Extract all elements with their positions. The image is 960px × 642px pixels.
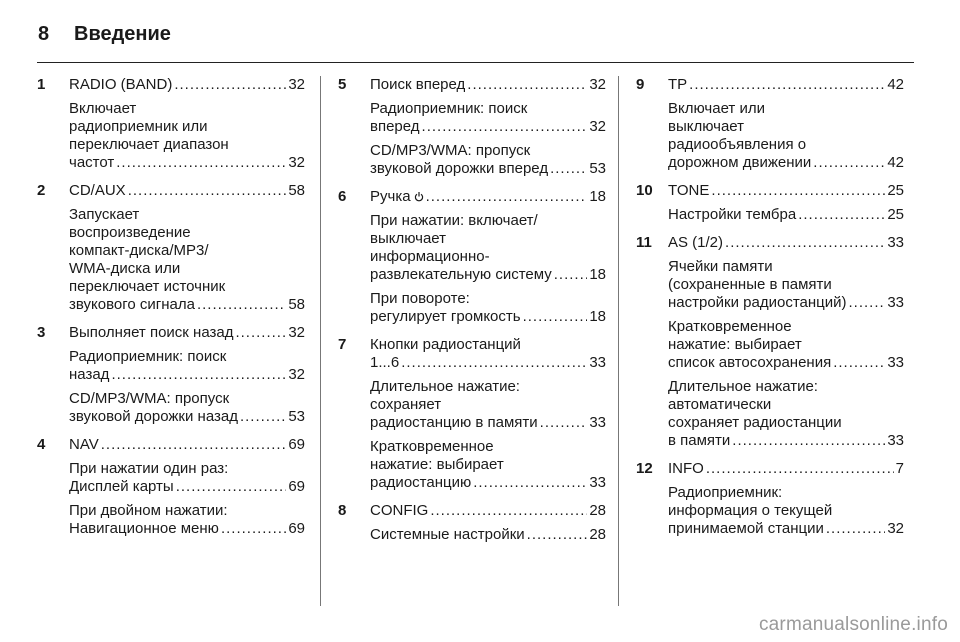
entry-description	[370, 526, 606, 544]
entry-description	[69, 206, 305, 314]
entry-description	[69, 502, 305, 538]
index-line	[69, 520, 305, 538]
description-line: переключает источник	[69, 278, 226, 295]
description-line: радиоприемник или	[69, 118, 208, 135]
index-line	[370, 308, 606, 326]
leader-dots	[197, 296, 286, 314]
description-line: Включает	[69, 100, 137, 117]
index-line	[370, 118, 606, 136]
index-line	[668, 460, 904, 478]
entry-title: Кнопки радиостанций	[370, 336, 521, 353]
description-line: радиообъявления о	[668, 136, 807, 153]
entry-number: 7	[338, 336, 347, 353]
column-2	[338, 76, 606, 554]
leader-dots	[550, 160, 587, 178]
index-entry	[37, 436, 305, 538]
index-entry	[338, 188, 606, 326]
entry-description	[668, 206, 904, 224]
line-text: звуковой дорожки назад	[69, 408, 238, 425]
index-line	[370, 502, 606, 520]
power-knob-icon	[414, 191, 424, 201]
leader-dots	[527, 526, 588, 544]
line-text: дорожном движении	[668, 154, 812, 171]
leader-dots	[554, 266, 588, 284]
leader-dots	[798, 206, 885, 224]
leader-dots	[422, 118, 588, 136]
page-ref: 32	[288, 154, 305, 171]
line-text: звукового сигнала	[69, 296, 195, 313]
leader-dots	[426, 188, 588, 206]
page-ref: 53	[589, 160, 606, 177]
index-line	[69, 76, 305, 94]
page-ref: 33	[887, 432, 904, 449]
description-line: При нажатии один раз:	[69, 460, 229, 477]
entry-description	[668, 258, 904, 312]
description-line: переключает диапазон	[69, 136, 229, 153]
index-line	[668, 432, 904, 450]
page-ref: 69	[288, 520, 305, 537]
line-text: Навигационное меню	[69, 520, 219, 537]
entry-number: 9	[636, 76, 645, 93]
entry-number: 1	[37, 76, 46, 93]
leader-dots	[240, 408, 286, 426]
description-line: компакт-диска/MP3/	[69, 242, 209, 259]
leader-dots	[430, 502, 587, 520]
column-divider	[618, 76, 619, 606]
page-ref: 25	[887, 206, 904, 223]
description-line: Радиоприемник: поиск	[69, 348, 227, 365]
description-line: выключает	[370, 230, 447, 247]
line-text: радиостанцию в памяти	[370, 414, 538, 431]
page-ref: 32	[589, 118, 606, 135]
line-text: в памяти	[668, 432, 731, 449]
entry-number: 3	[37, 324, 46, 341]
index-entry	[636, 460, 904, 538]
index-line	[69, 478, 305, 496]
entry-number: 8	[338, 502, 347, 519]
leader-dots	[833, 354, 885, 372]
index-line	[370, 160, 606, 178]
description-line: При повороте:	[370, 290, 470, 307]
entry-number: 6	[338, 188, 347, 205]
line-text: назад	[69, 366, 110, 383]
entry-description	[69, 390, 305, 426]
entry-description	[370, 378, 606, 432]
leader-dots	[176, 478, 287, 496]
index-entry	[338, 76, 606, 178]
line-text: NAV	[69, 436, 99, 453]
description-line: При нажатии: включает/	[370, 212, 538, 229]
description-line: CD/MP3/WMA: пропуск	[370, 142, 531, 159]
line-text: Выполняет поиск назад	[69, 324, 234, 341]
line-text: вперед	[370, 118, 420, 135]
entry-description	[69, 100, 305, 172]
line-text: Дисплей карты	[69, 478, 174, 495]
index-line	[668, 520, 904, 538]
line-text: 1...6	[370, 354, 400, 371]
index-line	[370, 354, 606, 372]
line-text: TP	[668, 76, 688, 93]
leader-dots	[706, 460, 894, 478]
page-ref: 33	[887, 294, 904, 311]
leader-dots	[473, 474, 587, 492]
index-line	[370, 526, 606, 544]
entry-description	[69, 460, 305, 496]
page-ref: 7	[895, 460, 904, 477]
index-line	[668, 182, 904, 200]
index-line	[370, 414, 606, 432]
description-line: Длительное нажатие:	[668, 378, 818, 395]
page-title: Введение	[74, 22, 171, 45]
watermark: carmanualsonline.info	[758, 614, 948, 635]
line-text: TONE	[668, 182, 710, 199]
entry-number: 4	[37, 436, 46, 453]
index-entry	[338, 502, 606, 544]
index-line	[69, 182, 305, 200]
line-text: CONFIG	[370, 502, 429, 519]
description-line: При двойном нажатии:	[69, 502, 228, 519]
description-line: WMA-диска или	[69, 260, 181, 277]
index-line	[668, 234, 904, 252]
line-text: Системные настройки	[370, 526, 525, 543]
leader-dots	[849, 294, 886, 312]
page-ref: 33	[589, 474, 606, 491]
entry-description	[668, 100, 904, 172]
page-ref: 32	[288, 324, 305, 341]
description-line: CD/MP3/WMA: пропуск	[69, 390, 230, 407]
line-text: Поиск вперед	[370, 76, 466, 93]
leader-dots	[128, 182, 287, 200]
description-line: сохраняет радиостанции	[668, 414, 842, 431]
index-entry	[37, 182, 305, 314]
line-text: радиостанцию	[370, 474, 472, 491]
line-text: развлекательную систему	[370, 266, 552, 283]
leader-dots	[689, 76, 885, 94]
page-ref: 32	[589, 76, 606, 93]
page-ref: 53	[288, 408, 305, 425]
description-line: Кратковременное	[668, 318, 792, 335]
entry-number: 2	[37, 182, 46, 199]
index-line	[370, 266, 606, 284]
line-text: Настройки тембра	[668, 206, 797, 223]
leader-dots	[235, 324, 286, 342]
page-ref: 33	[589, 354, 606, 371]
page-ref: 18	[589, 188, 606, 205]
entry-description	[370, 290, 606, 326]
page-ref: 42	[887, 154, 904, 171]
leader-dots	[540, 414, 588, 432]
description-line: Запускает	[69, 206, 140, 223]
page-ref: 58	[288, 182, 305, 199]
page-ref: 42	[887, 76, 904, 93]
page-number: 8	[38, 22, 50, 45]
line-text: AS (1/2)	[668, 234, 724, 251]
leader-dots	[101, 436, 287, 454]
page-ref: 69	[288, 436, 305, 453]
column-1	[37, 76, 305, 548]
page-ref: 32	[288, 76, 305, 93]
page-ref: 28	[589, 502, 606, 519]
description-line: выключает	[668, 118, 745, 135]
line-text: регулирует громкость	[370, 308, 521, 325]
leader-dots	[813, 154, 885, 172]
description-line: нажатие: выбирает	[370, 456, 504, 473]
line-text: частот	[69, 154, 115, 171]
description-line: Включает или	[668, 100, 765, 117]
index-entry	[636, 182, 904, 224]
index-line	[69, 408, 305, 426]
leader-dots	[826, 520, 885, 538]
index-line	[69, 324, 305, 342]
entry-description	[370, 142, 606, 178]
index-line	[668, 76, 904, 94]
index-line	[668, 206, 904, 224]
leader-dots	[111, 366, 286, 384]
index-line	[370, 188, 606, 206]
description-line: (сохраненные в памяти	[668, 276, 832, 293]
index-line	[69, 296, 305, 314]
line-text: RADIO (BAND)	[69, 76, 173, 93]
page-ref: 18	[589, 308, 606, 325]
line-text: принимаемой станции	[668, 520, 824, 537]
index-entry	[636, 76, 904, 172]
entry-description	[668, 484, 904, 538]
index-line	[668, 354, 904, 372]
index-line	[370, 474, 606, 492]
leader-dots	[523, 308, 588, 326]
description-line: информационно-	[370, 248, 490, 265]
description-line: сохраняет	[370, 396, 442, 413]
index-line	[370, 76, 606, 94]
leader-dots	[725, 234, 885, 252]
page-ref: 25	[887, 182, 904, 199]
line-text: CD/AUX	[69, 182, 126, 199]
page-ref: 33	[589, 414, 606, 431]
index-line	[69, 366, 305, 384]
description-line: Радиоприемник:	[668, 484, 783, 501]
entry-description	[370, 438, 606, 492]
page-ref: 58	[288, 296, 305, 313]
entry-number: 5	[338, 76, 347, 93]
description-line: Длительное нажатие:	[370, 378, 520, 395]
entry-description	[370, 100, 606, 136]
entry-number: 11	[636, 234, 652, 251]
description-line: Радиоприемник: поиск	[370, 100, 528, 117]
entry-number: 12	[636, 460, 653, 477]
leader-dots	[221, 520, 286, 538]
page-ref: 33	[887, 354, 904, 371]
page-ref: 33	[887, 234, 904, 251]
page-header	[38, 20, 171, 48]
entry-description	[668, 378, 904, 450]
description-line: Кратковременное	[370, 438, 494, 455]
page-ref: 32	[288, 366, 305, 383]
index-line	[69, 154, 305, 172]
leader-dots	[116, 154, 286, 172]
page-ref: 69	[288, 478, 305, 495]
index-entry	[636, 234, 904, 450]
index-line	[668, 154, 904, 172]
description-line: информация о текущей	[668, 502, 833, 519]
column-divider	[320, 76, 321, 606]
entry-number: 10	[636, 182, 653, 199]
leader-dots	[711, 182, 885, 200]
description-line: воспроизведение	[69, 224, 191, 241]
line-text: Ручка	[370, 188, 411, 205]
description-line: автоматически	[668, 396, 772, 413]
page-ref: 18	[589, 266, 606, 283]
line-text: список автосохранения	[668, 354, 832, 371]
entry-description	[69, 348, 305, 384]
line-text: звуковой дорожки вперед	[370, 160, 549, 177]
column-3	[636, 76, 904, 548]
entry-description	[370, 212, 606, 284]
index-entry	[37, 76, 305, 172]
page-ref: 28	[589, 526, 606, 543]
page-ref: 32	[887, 520, 904, 537]
description-line: Ячейки памяти	[668, 258, 773, 275]
leader-dots	[401, 354, 587, 372]
description-line: нажатие: выбирает	[668, 336, 802, 353]
entry-description	[668, 318, 904, 372]
index-entry	[338, 336, 606, 492]
line-text: INFO	[668, 460, 704, 477]
index-line	[69, 436, 305, 454]
line-text: настройки радиостанций)	[668, 294, 847, 311]
index-line	[668, 294, 904, 312]
header-divider	[37, 62, 914, 63]
leader-dots	[467, 76, 587, 94]
index-entry	[37, 324, 305, 426]
leader-dots	[732, 432, 885, 450]
leader-dots	[174, 76, 286, 94]
